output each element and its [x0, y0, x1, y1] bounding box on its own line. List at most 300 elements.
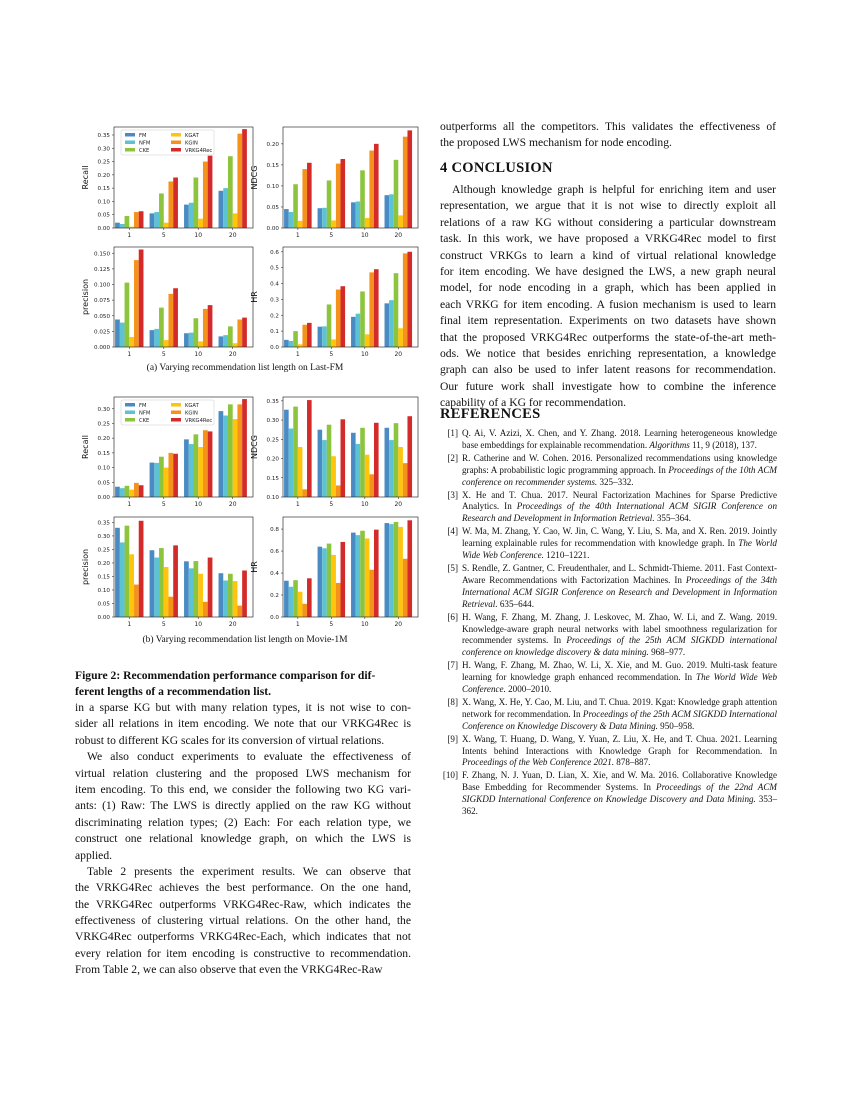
x-tick-label: 1: [295, 621, 300, 628]
reference-item: [440, 563, 777, 611]
bar-kgat: [164, 223, 169, 228]
bar-nfm: [322, 208, 327, 228]
reference-authors-title: H. Wang, F. Zhang, M. Zhang, J. Leskovec, M. Zhao, W. Li, and Z. Wang. 2019. Knowledge-aware graph neural networks with label smoothness regularization for recommender systems. In: [462, 611, 777, 646]
text-line: discriminating relation types; (2) Each: For each relation type, we: [75, 815, 411, 829]
reference-authors-title: X. Wang, T. Huang, D. Wang, Y. Yuan, Z. Liu, X. He, and T. Chua. 2021. Learning Intents behind Interactions with Knowledge Graph for Recommendation. In: [462, 733, 777, 756]
text-line: outperforms all the competitors. This validates the effectiveness of: [440, 120, 776, 133]
paragraph: [75, 749, 411, 864]
bar-cke: [194, 318, 199, 347]
bar-cke: [394, 423, 399, 497]
legend-swatch-cke: [125, 418, 135, 422]
legend-label: CKE: [139, 147, 150, 154]
bar-vrkg4rec: [208, 431, 213, 497]
references-heading: REFERENCES: [440, 406, 541, 422]
reference-venue: The World Wide Web Conference.: [462, 538, 777, 561]
bar-cke: [327, 304, 332, 347]
x-tick-label: 1: [127, 621, 132, 628]
bar-fm: [219, 336, 224, 347]
x-tick-label: 5: [161, 351, 166, 358]
y-tick-label: 0.6: [270, 249, 279, 256]
legend-swatch-cke: [125, 148, 135, 152]
y-tick-label: 0.05: [97, 480, 110, 487]
bar-kgin: [237, 404, 242, 497]
text-line: that the proposed VRKG4Rec outperforms the state-of-the-art meth-: [440, 330, 776, 344]
bar-cke: [394, 273, 399, 347]
reference-pages: 878–887.: [614, 757, 651, 768]
bar-fm: [318, 430, 323, 497]
y-tick-label: 0.15: [97, 574, 110, 581]
text-line: effectiveness of clustering virtual relations. On the other hand, the: [75, 914, 411, 928]
bar-nfm: [322, 548, 327, 617]
text-line: graph can also be used to infer latent reasons for recommendation.: [440, 363, 776, 377]
bar-nfm: [289, 212, 294, 228]
bar-kgin: [336, 485, 341, 497]
bar-nfm: [154, 463, 159, 497]
bar-cke: [327, 180, 332, 228]
bar-kgat: [164, 340, 169, 347]
y-axis-label: NDCG: [250, 435, 259, 459]
figure-caption-line: ferent lengths of a recommendation list.: [75, 685, 271, 698]
text-line: We also conduct experiments to evaluate the effectiveness of: [87, 750, 411, 764]
bar-fm: [219, 573, 224, 617]
bar-cke: [293, 184, 298, 228]
bar-nfm: [356, 535, 361, 617]
legend-swatch-kgat: [171, 403, 181, 407]
bar-nfm: [289, 429, 294, 497]
y-tick-label: 0.20: [97, 560, 110, 567]
bar-fm: [184, 439, 189, 497]
legend-label: VRKG4Rec: [185, 147, 213, 154]
bar-vrkg4rec: [407, 416, 412, 497]
x-tick-label: 5: [329, 621, 334, 628]
legend-swatch-kgat: [171, 133, 181, 137]
y-tick-label: 0.00: [266, 226, 279, 232]
y-axis-label: precision: [81, 278, 90, 316]
reference-item: [440, 428, 777, 452]
bar-kgin: [403, 137, 408, 228]
bar-kgin: [134, 483, 139, 497]
bar-vrkg4rec: [139, 485, 144, 497]
reference-venue: Proceedings of the Web Conference 2021.: [462, 757, 615, 768]
bar-kgat: [233, 581, 238, 617]
bar-fm: [351, 533, 356, 617]
bar-cke: [125, 486, 130, 497]
bar-kgin: [369, 151, 374, 228]
bar-cke: [360, 291, 365, 347]
bar-cke: [159, 308, 164, 347]
bar-vrkg4rec: [307, 323, 312, 347]
y-tick-label: 0.0: [270, 615, 279, 621]
bar-cke: [125, 283, 130, 347]
bar-fm: [385, 303, 390, 347]
bar-nfm: [322, 440, 327, 497]
text-line: the VRKG4Rec outperforms VRKG4Rec-Raw, which indicates the: [75, 897, 411, 911]
text-line: Table 2 presents the experiment results. We can observe that: [87, 864, 411, 878]
x-tick-label: 1: [295, 501, 300, 508]
text-line: construct one relational knowledge graph, on which the LWS is: [75, 832, 411, 846]
legend-label: NFM: [139, 410, 151, 417]
bar-kgin: [168, 294, 173, 347]
reference-authors-title: R. Catherine and W. Cohen. 2016. Personalized recommendations using knowledge graphs: A probabilistic logic programming approach. In: [462, 452, 777, 475]
x-tick-label: 20: [228, 232, 237, 239]
bar-kgat: [365, 218, 370, 228]
y-tick-label: 0.05: [97, 212, 110, 219]
bar-kgat: [198, 341, 203, 347]
y-tick-label: 0.15: [266, 162, 279, 169]
bar-nfm: [189, 444, 194, 497]
reference-number: [1]: [447, 428, 458, 438]
bar-fm: [150, 213, 155, 228]
bar-fm: [115, 320, 120, 348]
text-line: the VRKG4Rec achieves the best performance. On the one hand,: [75, 881, 411, 895]
bar-vrkg4rec: [307, 578, 312, 617]
reference-venue: Proceedings of the 34th International ACM SIGIR Conference on Research and Development in Information Retrieval.: [462, 574, 777, 609]
bar-kgin: [168, 181, 173, 228]
y-tick-label: 0.10: [97, 465, 110, 472]
x-tick-label: 1: [295, 232, 300, 239]
figure-caption: [75, 668, 411, 700]
bar-nfm: [120, 542, 125, 617]
conclusion-heading: 4 CONCLUSION: [440, 160, 553, 176]
paragraph: [75, 700, 411, 749]
legend-label: VRKG4Rec: [185, 417, 213, 424]
y-tick-label: 0.15: [266, 475, 279, 482]
bar-nfm: [223, 581, 228, 617]
x-tick-label: 5: [329, 351, 334, 358]
reference-item: [440, 734, 777, 770]
bar-kgat: [198, 574, 203, 617]
bar-kgin: [336, 290, 341, 347]
bar-nfm: [289, 341, 294, 347]
bar-vrkg4rec: [173, 178, 178, 229]
y-tick-label: 0.00: [97, 226, 110, 232]
reference-pages: 353–362.: [462, 794, 777, 817]
reference-venue: Proceedings of the 10th ACM conference on recommender systems.: [462, 464, 777, 487]
text-line: the proposed LWS mechanism for node encoding.: [440, 136, 672, 150]
x-tick-label: 10: [360, 232, 369, 239]
reference-venue: Proceedings of the 40th International ACM SIGIR Conference on Research and Development in Information Retrieval.: [462, 501, 778, 524]
text-line: virtual relation clustering and the proposed LWS mechanism for: [75, 766, 411, 780]
reference-item: [440, 660, 777, 696]
reference-venue: Proceedings of the 22nd ACM SIGKDD International Conference on Knowledge Discovery and Data Mining.: [462, 782, 777, 805]
bar-fm: [219, 191, 224, 228]
legend-label: FM: [139, 402, 147, 409]
bar-kgat: [331, 555, 336, 617]
bar-fm: [351, 202, 356, 228]
y-tick-label: 0.050: [93, 313, 110, 320]
bar-kgin: [403, 253, 408, 347]
bar-vrkg4rec: [341, 159, 346, 228]
text-line: construct VRKGs to learn a kind of virtual relational knowledge: [440, 248, 776, 262]
reference-number: [8]: [447, 696, 458, 707]
reference-item: [440, 770, 777, 818]
bar-vrkg4rec: [407, 130, 412, 228]
bar-cke: [228, 326, 233, 347]
reference-pages: 1210–1221.: [543, 550, 590, 561]
bar-fm: [284, 410, 289, 497]
y-tick-label: 0.00: [97, 615, 110, 621]
conclusion-body: [440, 182, 776, 411]
subfigure-a-caption: (a) Varying recommendation list length on Last-FM: [146, 363, 344, 373]
x-tick-label: 1: [127, 501, 132, 508]
legend-label: NFM: [139, 140, 151, 147]
bar-fm: [284, 209, 289, 228]
y-tick-label: 0.000: [93, 345, 110, 351]
reference-item: [440, 697, 777, 733]
subfigure-b-caption: (b) Varying recommendation list length on Movie-1M: [142, 635, 348, 645]
bar-kgat: [365, 538, 370, 617]
text-line: representation, we argue that it is not wise to directly exploit all: [440, 199, 776, 213]
bar-kgin: [237, 320, 242, 348]
text-line: VRKG4Rec outperforms VRKG4Rec-Each, which indicates that not: [75, 930, 411, 944]
legend-swatch-nfm: [125, 411, 135, 415]
bar-fm: [115, 487, 120, 497]
x-tick-label: 5: [161, 621, 166, 628]
bar-vrkg4rec: [341, 542, 346, 617]
bar-nfm: [356, 314, 361, 347]
y-tick-label: 0.30: [97, 406, 110, 413]
bar-kgin: [134, 212, 139, 228]
bar-kgin: [369, 474, 374, 497]
bar-vrkg4rec: [242, 571, 247, 617]
bar-kgat: [298, 221, 303, 228]
reference-number: [2]: [447, 452, 458, 463]
y-tick-label: 0.05: [97, 601, 110, 608]
bar-kgat: [233, 343, 238, 347]
bar-vrkg4rec: [242, 399, 247, 497]
bar-cke: [228, 404, 233, 497]
reference-authors-title: H. Wang, F. Zhang, M. Zhao, W. Li, X. Xie, and M. Guo. 2019. Multi-task feature learning for knowledge graph enhanced recommendation. In: [462, 660, 777, 683]
x-tick-label: 1: [127, 232, 132, 239]
reference-pages: 355–364.: [654, 513, 691, 524]
y-tick-label: 0.6: [270, 549, 279, 556]
reference-authors-title: X. He and T. Chua. 2017. Neural Factorization Machines for Sparse Predictive Analytics. In: [462, 489, 777, 512]
text-line: robust to different KG scales for its conversion of virtual relations.: [75, 733, 385, 747]
bar-vrkg4rec: [242, 318, 247, 347]
x-tick-label: 5: [329, 501, 334, 508]
y-tick-label: 0.05: [266, 204, 279, 211]
bar-kgat: [365, 455, 370, 497]
y-tick-label: 0.30: [97, 533, 110, 540]
reference-number: [10]: [442, 770, 458, 781]
bar-cke: [228, 156, 233, 228]
text-line: sider all relations in item encoding. We note that our VRKG4Rec is: [75, 717, 411, 731]
bar-kgat: [198, 219, 203, 228]
y-axis-label: Recall: [81, 165, 90, 190]
bar-kgin: [369, 272, 374, 347]
y-tick-label: 0.30: [97, 146, 110, 153]
y-tick-label: 0.25: [97, 547, 110, 554]
x-tick-label: 20: [394, 351, 403, 358]
bar-vrkg4rec: [208, 558, 213, 617]
bar-kgat: [331, 456, 336, 497]
y-tick-label: 0.20: [97, 436, 110, 443]
bar-cke: [125, 526, 130, 617]
bar-fm: [284, 581, 289, 617]
y-tick-label: 0.20: [97, 172, 110, 179]
x-tick-label: 5: [329, 232, 334, 239]
bar-cke: [228, 574, 233, 617]
bar-kgin: [302, 325, 307, 347]
legend-label: KGAT: [185, 132, 199, 139]
bar-kgat: [233, 419, 238, 497]
bar-vrkg4rec: [341, 286, 346, 347]
bar-nfm: [322, 326, 327, 347]
bar-kgat: [129, 554, 134, 617]
bar-fm: [184, 561, 189, 617]
reference-authors-title: W. Ma, M. Zhang, Y. Cao, W. Jin, C. Wang, Y. Liu, S. Ma, and X. Ren. 2019. Jointly learning explainable rules for recommendation with knowledge graph. In: [462, 526, 777, 549]
bar-kgin: [237, 606, 242, 617]
bar-cke: [159, 548, 164, 617]
bar-vrkg4rec: [173, 454, 178, 497]
x-tick-label: 20: [394, 621, 403, 628]
text-line: each VRKG for item encoding. A fusion mechanism is used to learn: [440, 297, 776, 311]
y-axis-label: HR: [250, 561, 259, 573]
bar-cke: [360, 531, 365, 617]
bar-kgin: [134, 585, 139, 617]
text-line: applied.: [75, 848, 113, 862]
y-tick-label: 0.25: [97, 421, 110, 428]
bar-nfm: [389, 300, 394, 347]
bar-cke: [293, 331, 298, 347]
y-tick-label: 0.30: [266, 418, 279, 425]
bar-fm: [318, 327, 323, 347]
reference-item: [440, 526, 777, 562]
text-line: Although knowledge graph is helpful for enriching item and user: [452, 183, 776, 196]
bar-kgin: [302, 604, 307, 617]
bar-kgat: [365, 334, 370, 347]
bar-kgat: [331, 339, 336, 347]
x-tick-label: 10: [194, 501, 203, 508]
bar-fm: [115, 528, 120, 617]
y-tick-label: 0.125: [93, 266, 110, 273]
reference-number: [6]: [447, 611, 458, 622]
reference-authors-title: S. Rendle, Z. Gantner, C. Freudenthaler, and L. Schmidt-Thieme. 2011. Fast Context-Aware Recommendations with Factorization Machines. In: [462, 562, 777, 585]
bar-cke: [125, 216, 130, 228]
bar-nfm: [154, 558, 159, 617]
y-tick-label: 0.075: [93, 298, 110, 305]
reference-number: [7]: [447, 660, 458, 671]
reference-authors-title: Q. Ai, V. Azizi, X. Chen, and Y. Zhang. 2018. Learning heterogeneous knowledge base embeddings for explainable recommendation.: [462, 428, 777, 450]
bar-kgin: [302, 169, 307, 228]
y-tick-label: 0.2: [270, 593, 279, 600]
bar-fm: [184, 205, 189, 228]
bar-kgat: [198, 447, 203, 497]
bar-cke: [194, 561, 199, 617]
x-tick-label: 1: [295, 351, 300, 358]
bar-kgat: [129, 337, 134, 347]
bar-vrkg4rec: [173, 545, 178, 617]
x-tick-label: 10: [360, 621, 369, 628]
bar-vrkg4rec: [341, 419, 346, 497]
bar-cke: [194, 178, 199, 229]
bar-kgat: [164, 468, 169, 497]
reference-authors-title: F. Zhang, N. J. Yuan, D. Lian, X. Xie, and W. Ma. 2016. Collaborative Knowledge Base Embedding for Recommender Systems. In: [462, 770, 777, 793]
bar-nfm: [223, 188, 228, 228]
legend-label: KGIN: [185, 140, 198, 147]
bar-fm: [219, 411, 224, 497]
x-tick-label: 20: [228, 621, 237, 628]
bar-vrkg4rec: [307, 163, 312, 228]
bar-cke: [360, 428, 365, 497]
text-line: item encoding. To this end, we consider the following two KG vari-: [75, 782, 411, 796]
x-tick-label: 10: [360, 351, 369, 358]
bar-kgat: [233, 213, 238, 228]
x-tick-label: 20: [394, 232, 403, 239]
reference-pages: 635–644.: [497, 598, 534, 609]
bar-nfm: [223, 416, 228, 497]
legend-swatch-vrkg4rec: [171, 418, 181, 422]
bar-fm: [318, 547, 323, 617]
y-tick-label: 0.4: [270, 571, 279, 578]
bar-vrkg4rec: [139, 211, 144, 228]
bar-fm: [351, 433, 356, 497]
text-line: task. In this work, we have proposed a VRKG4Rec model to first: [440, 232, 776, 246]
reference-pages: 2000–2010.: [505, 684, 552, 695]
y-tick-label: 0.10: [97, 199, 110, 206]
bar-fm: [150, 463, 155, 497]
y-tick-label: 0.35: [266, 398, 279, 405]
bar-cke: [327, 544, 332, 617]
right-column-intro: [440, 119, 776, 152]
y-axis-label: Recall: [81, 435, 90, 459]
bar-kgin: [302, 489, 307, 497]
bar-kgat: [398, 215, 403, 228]
bar-kgin: [336, 164, 341, 228]
bar-nfm: [356, 201, 361, 228]
legend-label: KGAT: [185, 402, 199, 409]
y-tick-label: 0.35: [97, 132, 110, 139]
bar-cke: [394, 160, 399, 228]
bar-kgin: [237, 134, 242, 228]
reference-number: [4]: [447, 526, 458, 537]
y-tick-label: 0.10: [97, 587, 110, 594]
legend-label: FM: [139, 132, 147, 139]
x-tick-label: 10: [360, 501, 369, 508]
bar-kgat: [298, 592, 303, 617]
y-axis-label: NDCG: [250, 165, 259, 190]
legend-swatch-fm: [125, 133, 135, 137]
legend-swatch-fm: [125, 403, 135, 407]
bar-cke: [159, 457, 164, 497]
bar-nfm: [189, 568, 194, 617]
x-tick-label: 1: [127, 351, 132, 358]
bar-fm: [150, 330, 155, 347]
text-line: in a sparse KG but with many relation types, it is not wise to con-: [75, 701, 411, 714]
bar-cke: [194, 434, 199, 497]
bar-vrkg4rec: [407, 252, 412, 347]
bar-kgat: [331, 220, 336, 228]
y-tick-label: 0.10: [266, 495, 279, 501]
reference-pages: 11, 9 (2018), 137.: [689, 439, 757, 450]
bar-cke: [360, 170, 365, 228]
bar-vrkg4rec: [374, 423, 379, 497]
bar-nfm: [189, 333, 194, 347]
y-tick-label: 0.025: [93, 329, 110, 336]
y-axis-label: precision: [81, 548, 90, 586]
y-tick-label: 0.25: [97, 159, 110, 166]
bar-fm: [150, 550, 155, 617]
bar-nfm: [389, 524, 394, 617]
y-tick-label: 0.1: [270, 329, 279, 336]
x-tick-label: 10: [194, 621, 203, 628]
references-list: [440, 428, 777, 819]
reference-pages: 950–958.: [657, 720, 695, 731]
reference-number: [5]: [447, 562, 458, 573]
bar-fm: [385, 428, 390, 497]
bar-vrkg4rec: [307, 400, 312, 497]
bar-kgat: [164, 567, 169, 617]
